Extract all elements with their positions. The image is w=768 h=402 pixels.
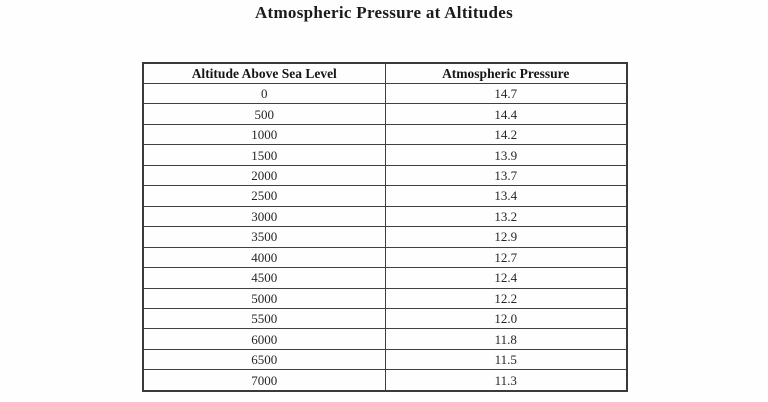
pressure-cell: 12.2 bbox=[385, 288, 627, 308]
altitude-cell: 1500 bbox=[143, 145, 385, 165]
pressure-cell: 11.3 bbox=[385, 370, 627, 391]
table-row bbox=[143, 288, 627, 308]
pressure-cell: 11.5 bbox=[385, 349, 627, 369]
altitude-cell: 3500 bbox=[143, 227, 385, 247]
altitude-cell: 500 bbox=[143, 104, 385, 124]
altitude-cell: 6000 bbox=[143, 329, 385, 349]
table-row bbox=[143, 247, 627, 267]
table-row bbox=[143, 206, 627, 226]
pressure-cell: 12.0 bbox=[385, 308, 627, 328]
altitude-cell: 2000 bbox=[143, 165, 385, 185]
pressure-cell: 12.7 bbox=[385, 247, 627, 267]
pressure-cell: 13.9 bbox=[385, 145, 627, 165]
table-row bbox=[143, 104, 627, 124]
altitude-cell: 4000 bbox=[143, 247, 385, 267]
table-row bbox=[143, 370, 627, 391]
pressure-cell: 11.8 bbox=[385, 329, 627, 349]
pressure-header: Atmospheric Pressure bbox=[385, 63, 627, 84]
table-body bbox=[143, 84, 627, 392]
altitude-cell: 4500 bbox=[143, 268, 385, 288]
altitude-cell: 6500 bbox=[143, 349, 385, 369]
altitude-header: Altitude Above Sea Level bbox=[143, 63, 385, 84]
table-row bbox=[143, 268, 627, 288]
pressure-cell: 13.2 bbox=[385, 206, 627, 226]
pressure-cell: 13.7 bbox=[385, 165, 627, 185]
table-row bbox=[143, 165, 627, 185]
pressure-cell: 14.4 bbox=[385, 104, 627, 124]
table-row bbox=[143, 145, 627, 165]
table-row bbox=[143, 227, 627, 247]
table-header-row bbox=[143, 63, 627, 84]
pressure-cell: 12.4 bbox=[385, 268, 627, 288]
altitude-cell: 3000 bbox=[143, 206, 385, 226]
pressure-cell: 12.9 bbox=[385, 227, 627, 247]
table-row bbox=[143, 84, 627, 104]
table-row bbox=[143, 186, 627, 206]
page-title: Atmospheric Pressure at Altitudes bbox=[254, 3, 514, 22]
table-row bbox=[143, 329, 627, 349]
altitude-cell: 0 bbox=[143, 84, 385, 104]
pressure-table bbox=[142, 62, 628, 392]
altitude-cell: 2500 bbox=[143, 186, 385, 206]
table-row bbox=[143, 308, 627, 328]
altitude-cell: 7000 bbox=[143, 370, 385, 391]
pressure-cell: 14.2 bbox=[385, 124, 627, 144]
table-row bbox=[143, 349, 627, 369]
altitude-cell: 5500 bbox=[143, 308, 385, 328]
pressure-cell: 14.7 bbox=[385, 84, 627, 104]
altitude-cell: 5000 bbox=[143, 288, 385, 308]
altitude-cell: 1000 bbox=[143, 124, 385, 144]
table-row bbox=[143, 124, 627, 144]
pressure-cell: 13.4 bbox=[385, 186, 627, 206]
